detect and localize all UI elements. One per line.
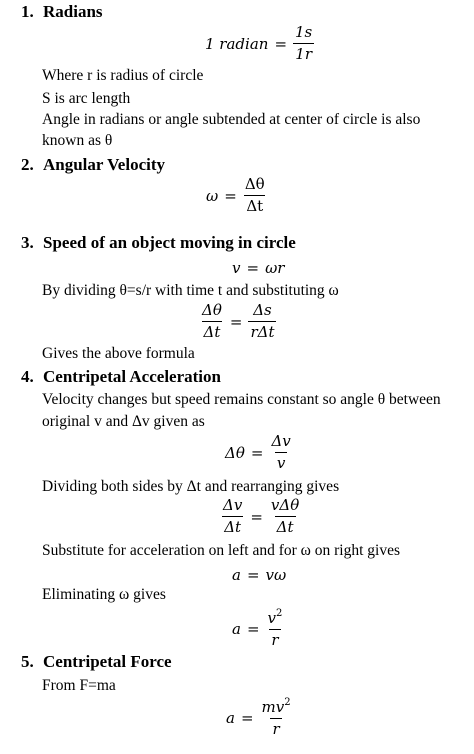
section-heading-angular-velocity: 2. Angular Velocity xyxy=(21,155,166,174)
section-heading-speed-circle: 3. Speed of an object moving in circle xyxy=(21,233,296,252)
text-line: Velocity changes but speed remains constant so angle θ between xyxy=(42,391,441,408)
equation-dv-dt: $\frac{\Delta v}{\Delta t}$ = $\frac{\text{vΔθ}}{\Delta t}$ xyxy=(223,496,300,537)
text-line: Angle in radians or angle subtended at center of circle is also xyxy=(42,111,421,128)
equation-radian: 1 radian = $\frac{1s}{1r}$ xyxy=(205,23,313,64)
text-line: Substitute for acceleration on left and for ω on right gives xyxy=(42,542,400,559)
fraction: $\frac{1s}{1r}$ xyxy=(295,23,313,64)
text-line: Dividing both sides by Δt and rearranging gives xyxy=(42,478,340,495)
equation-dtheta-dt: $\frac{\Delta\theta}{\Delta t}$ = $\frac{\Delta s}{\text{rΔt}}$ xyxy=(202,301,275,342)
text-line: Eliminating ω gives xyxy=(42,586,166,603)
text-line: original v and Δv given as xyxy=(42,413,205,430)
text-line: Where r is radius of circle xyxy=(42,67,204,84)
equation-v-omega-r: v = ωr xyxy=(232,259,285,277)
equation-a-vomega: a = vω xyxy=(232,566,287,584)
equation-omega: ω = $\frac{\Delta\theta}{\Delta t}$ xyxy=(206,175,265,216)
text-line: Gives the above formula xyxy=(42,345,195,362)
equation-dtheta-dv: Δθ = $\frac{\Delta v}{v}$ xyxy=(225,432,291,473)
text-line: By dividing θ=s/r with time t and substituting ω xyxy=(42,282,339,299)
equation-a-mv2-r: a = $\frac{mv^2}{r}$ xyxy=(226,697,291,739)
text-line: From F=ma xyxy=(42,677,116,694)
text-line: known as θ xyxy=(42,132,113,149)
text-line: S is arc length xyxy=(42,90,131,107)
section-heading-centripetal-acceleration: 4. Centripetal Acceleration xyxy=(21,367,221,386)
equation-a-v2-r: a = $\frac{v^2}{r}$ xyxy=(232,608,283,650)
section-heading-centripetal-force: 5. Centripetal Force xyxy=(21,652,172,671)
section-heading-radians: 1. Radians xyxy=(21,2,103,21)
